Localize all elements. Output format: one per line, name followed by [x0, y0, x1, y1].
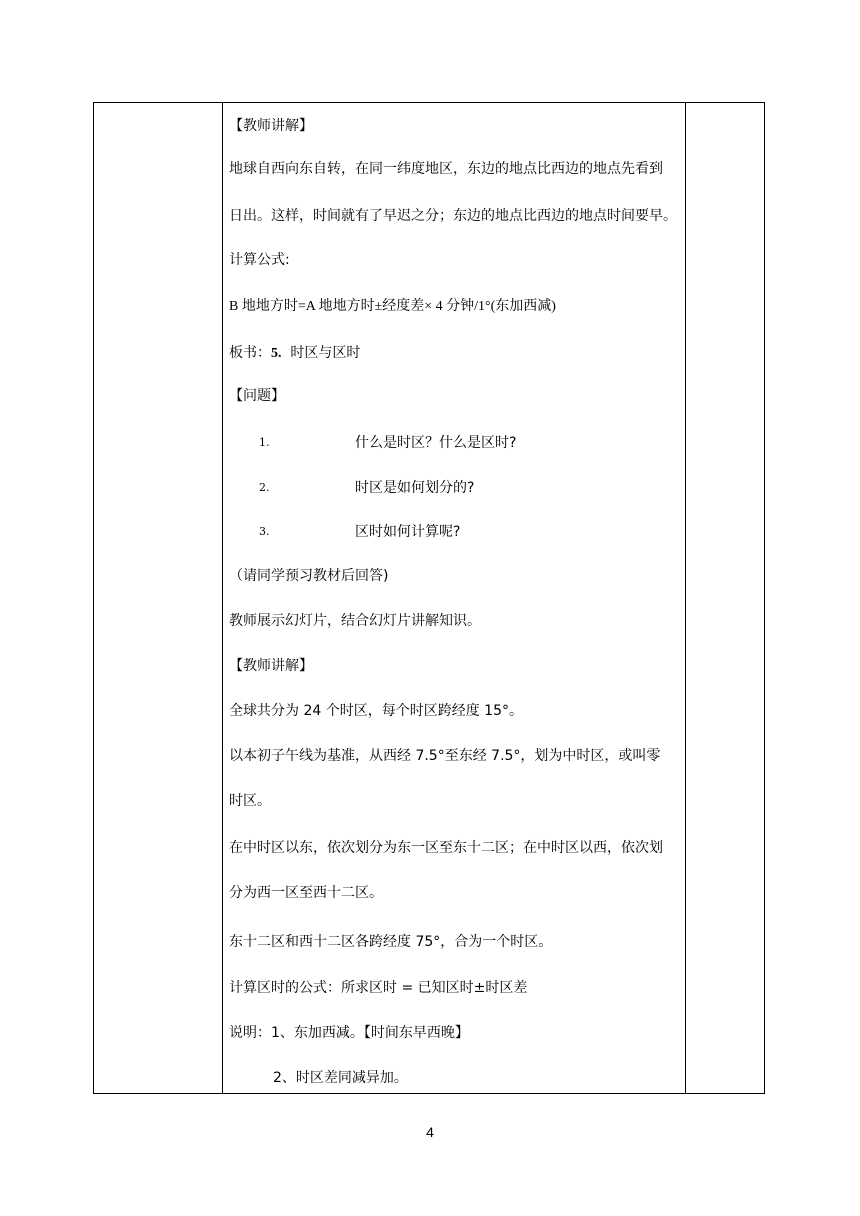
paragraph-line: 分为西一区至西十二区。	[229, 885, 383, 901]
question-number: 2.	[259, 481, 270, 494]
question-number: 1.	[259, 436, 270, 449]
paragraph-line: 全球共分为 24 个时区，每个时区跨经度 15°。	[229, 703, 523, 719]
paragraph-line: 计算区时的公式：所求区时 = 已知区时±时区差	[229, 980, 528, 996]
question-text: 时区是如何划分的?	[355, 480, 475, 496]
question-heading: 【问题】	[229, 388, 285, 404]
board-prefix: 板书：	[229, 345, 271, 361]
paragraph-line: 地球自西向东自转，在同一纬度地区，东边的地点比西边的地点先看到	[229, 161, 663, 177]
paragraph-line: 在中时区以东，依次划分为东一区至东十二区；在中时区以西，依次划	[229, 840, 663, 856]
left-column-cell	[94, 103, 223, 1094]
page-number: 4	[426, 1124, 434, 1140]
board-note	[229, 343, 360, 364]
question-number: 3.	[259, 525, 270, 538]
board-title: 时区与区时	[290, 345, 361, 361]
paragraph-line: 东十二区和西十二区各跨经度 75°，合为一个时区。	[229, 934, 553, 950]
formula-label: 计算公式:	[229, 252, 290, 268]
formula-text: B 地地方时=A 地地方时±经度差× 4 分钟/1°(东加西减)	[229, 299, 556, 314]
note-line: 说明：1、东加西减。【时间东早西晚】	[229, 1025, 469, 1041]
question-text: 区时如何计算呢?	[355, 524, 461, 540]
preview-note: （请同学预习教材后回答)	[229, 568, 389, 584]
paragraph-line: 以本初子午线为基准，从西经 7.5°至东经 7.5°，划为中时区，或叫零	[229, 748, 661, 764]
question-text: 什么是时区？什么是区时?	[355, 435, 517, 451]
right-column-cell	[686, 103, 765, 1094]
slides-note: 教师展示幻灯片，结合幻灯片讲解知识。	[229, 613, 481, 629]
note-line: 2、时区差同减异加。	[273, 1070, 408, 1086]
board-number: 5.	[271, 346, 282, 361]
teacher-explain-heading: 【教师讲解】	[229, 118, 313, 134]
paragraph-line: 日出。这样，时间就有了早迟之分；东边的地点比西边的地点时间要早。	[229, 208, 677, 224]
paragraph-line: 时区。	[229, 793, 271, 809]
teacher-explain-heading: 【教师讲解】	[229, 658, 313, 674]
